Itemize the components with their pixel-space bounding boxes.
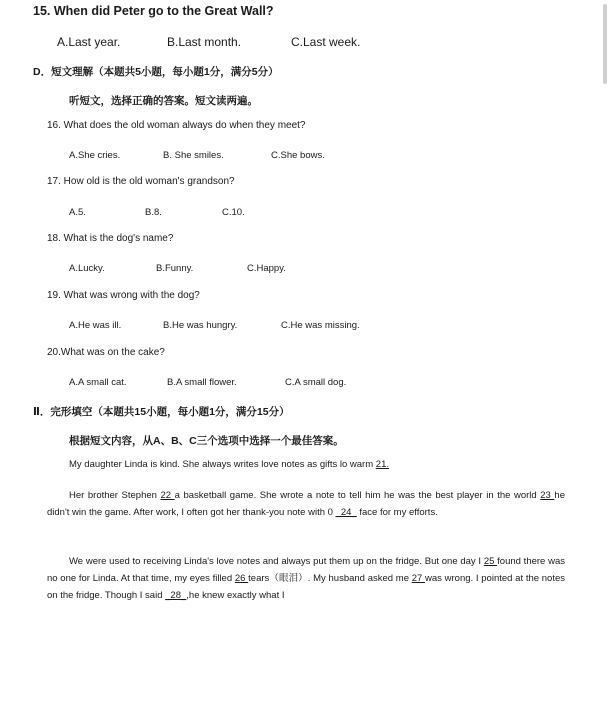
- q16-option-a: A.She cries.: [69, 150, 121, 161]
- passage-paragraph-1: [47, 456, 565, 473]
- blank-28: _28_: [165, 590, 187, 601]
- section-ii-instruction: 根据短文内容，从A、B、C三个选项中选择一个最佳答案。: [69, 435, 344, 447]
- passage-text: was wrong. I pointed at the notes on the fridge. Though I said: [47, 573, 566, 601]
- blank-22: 22: [160, 490, 175, 501]
- q19-option-a: A.He was ill.: [69, 320, 122, 331]
- passage-text: tears（眼泪）. My husband asked me: [248, 573, 412, 584]
- blank-25: 25: [483, 556, 498, 567]
- passage-text: Her brother Stephen: [69, 490, 161, 501]
- blank-26: 26: [234, 573, 249, 584]
- q17-option-b: B.8.: [145, 207, 162, 218]
- q17-option-a: A.5.: [69, 207, 86, 218]
- q18-option-c: C.Happy.: [247, 263, 286, 274]
- question-18: 18. What is the dog's name?: [47, 233, 174, 244]
- passage-text: found there was no one for Linda. At that time, my eyes filled: [47, 556, 565, 584]
- q19-option-b: B.He was hungry.: [163, 320, 238, 331]
- q15-option-c: C.Last week.: [291, 35, 361, 49]
- blank-21: 21.: [375, 459, 389, 470]
- section-ii-title: Ⅱ．完形填空（本题共15小题，每小题1分，满分15分）: [33, 406, 290, 418]
- section-d-title: D．短文理解（本题共5小题，每小题1分，满分5分）: [33, 66, 279, 78]
- passage-text: a basketball game. She wrote a note to tell him he was the best player in the world: [174, 490, 541, 501]
- question-15: 15. When did Peter go to the Great Wall?: [33, 4, 274, 18]
- q20-option-c: C.A small dog.: [285, 377, 347, 388]
- passage-paragraph-2: [47, 487, 565, 521]
- q19-option-c: C.He was missing.: [281, 320, 360, 331]
- q18-option-b: B.Funny.: [156, 263, 194, 274]
- blank-24: _24_: [335, 507, 357, 518]
- question-19: 19. What was wrong with the dog?: [47, 290, 200, 301]
- question-17: 17. How old is the old woman's grandson?: [47, 176, 235, 187]
- q16-option-b: B. She smiles.: [163, 150, 224, 161]
- q18-option-a: A.Lucky.: [69, 263, 105, 274]
- passage-text: We were used to receiving Linda's love notes and always put them up on the fridge. But one day I: [69, 556, 484, 567]
- q20-option-a: A.A small cat.: [69, 377, 127, 388]
- q20-option-b: B.A small flower.: [167, 377, 237, 388]
- q15-option-b: B.Last month.: [167, 35, 242, 49]
- scrollbar[interactable]: [603, 4, 607, 84]
- passage-text: ,he knew exactly what I: [186, 590, 285, 601]
- blank-23: 23: [540, 490, 555, 501]
- blank-27: 27: [411, 573, 426, 584]
- question-20: 20.What was on the cake?: [47, 347, 165, 358]
- passage-text: he didn't win the game. After work, I often got her thank-you note with 0: [47, 490, 565, 518]
- passage-text: My daughter Linda is kind. She always writes love notes as gifts lo warm: [69, 459, 376, 470]
- q16-option-c: C.She bows.: [271, 150, 325, 161]
- q17-option-c: C.10.: [222, 207, 245, 218]
- passage-paragraph-3: [47, 553, 565, 604]
- section-d-instruction: 听短文，选择正确的答案。短文读两遍。: [69, 95, 258, 107]
- question-16: 16. What does the old woman always do when they meet?: [47, 120, 306, 131]
- q15-option-a: A.Last year.: [57, 35, 121, 49]
- passage-text: face for my efforts.: [356, 507, 438, 518]
